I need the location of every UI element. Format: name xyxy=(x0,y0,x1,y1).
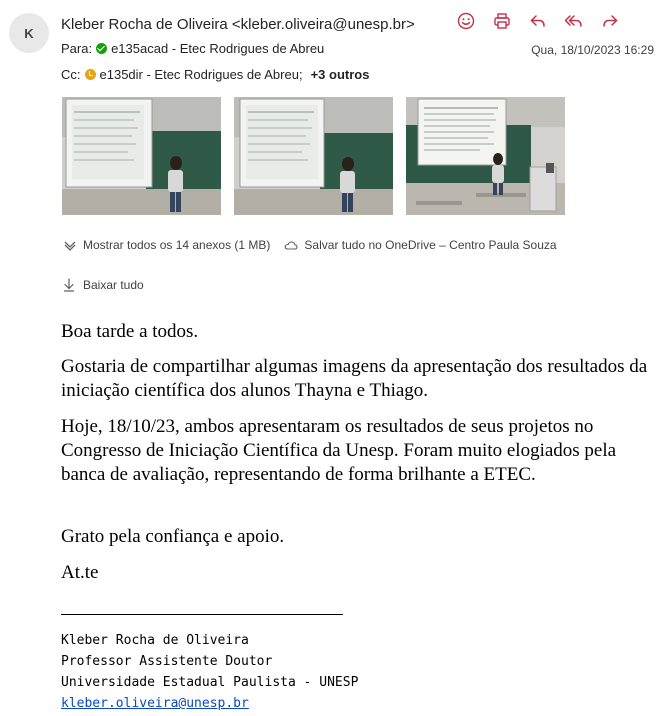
emoji-icon xyxy=(457,12,475,30)
presentation-photo-image xyxy=(234,97,393,215)
show-all-attachments-button[interactable] xyxy=(63,238,270,252)
signature-email-link[interactable]: kleber.oliveira@unesp.br xyxy=(61,696,249,711)
reply-all-button[interactable] xyxy=(560,10,587,32)
attachment-thumbnail-1[interactable] xyxy=(62,97,221,215)
presentation-photo-image xyxy=(62,97,221,215)
download-icon xyxy=(63,278,75,292)
cc-label: Cc: xyxy=(61,67,81,82)
attachment-actions xyxy=(63,238,557,252)
save-to-onedrive-button[interactable] xyxy=(284,238,556,252)
attachment-thumbnail-2[interactable] xyxy=(234,97,393,215)
chevron-down-icon xyxy=(63,238,77,252)
signature-organization: Universidade Estadual Paulista - UNESP xyxy=(61,675,359,690)
to-label: Para: xyxy=(61,41,93,56)
emoji-reaction-button[interactable] xyxy=(452,10,479,32)
presentation-photo-image xyxy=(406,97,565,215)
download-all-button[interactable] xyxy=(63,278,144,292)
signature-title: Professor Assistente Doutor xyxy=(61,654,273,669)
forward-button[interactable] xyxy=(596,10,623,32)
reply-all-icon xyxy=(564,12,584,30)
cc-recipient[interactable]: e135dir - Etec Rodrigues de Abreu; xyxy=(99,67,303,82)
save-to-onedrive-label: Salvar tudo no OneDrive – Centro Paula Souza xyxy=(304,238,557,252)
print-icon xyxy=(493,12,511,30)
reply-icon xyxy=(529,12,547,30)
body-greeting: Boa tarde a todos. xyxy=(61,321,199,342)
away-status-icon xyxy=(85,69,96,80)
cloud-icon xyxy=(284,239,298,251)
body-paragraph-share: Gostaria de compartilhar algumas imagens da apresentação dos resultados da iniciação científica dos alunos Thayna e Thiago. xyxy=(61,356,648,401)
show-all-attachments-label: Mostrar todos os 14 anexos (1 MB) xyxy=(83,238,271,252)
more-recipients-button[interactable]: +3 outros xyxy=(310,67,370,82)
sender-avatar[interactable]: K xyxy=(9,13,49,53)
to-recipients xyxy=(61,41,324,56)
to-recipient[interactable]: e135acad - Etec Rodrigues de Abreu xyxy=(111,41,325,56)
sent-date: Qua, 18/10/2023 16:29 xyxy=(531,43,654,57)
sender-name[interactable]: Kleber Rocha de Oliveira <kleber.oliveira@unesp.br> xyxy=(61,16,415,33)
available-status-icon xyxy=(96,43,107,54)
body-paragraph-congress: Hoje, 18/10/23, ambos apresentaram os resultados de seus projetos no Congresso de Iniciação Científica da Unesp. Foram muito elogiados pela banca de avaliação, representando de forma brilhante a ETEC. xyxy=(61,416,617,485)
cc-recipients xyxy=(61,67,369,82)
body-closing: At.te xyxy=(61,562,99,583)
reply-button[interactable] xyxy=(524,10,551,32)
forward-icon xyxy=(601,12,619,30)
attachment-thumbnail-3[interactable] xyxy=(406,97,565,215)
signature-divider xyxy=(61,614,343,615)
signature-name: Kleber Rocha de Oliveira xyxy=(61,633,249,648)
message-actions xyxy=(452,10,623,32)
print-button[interactable] xyxy=(488,10,515,32)
download-all-label: Baixar tudo xyxy=(83,278,144,292)
body-thanks: Grato pela confiança e apoio. xyxy=(61,526,285,547)
